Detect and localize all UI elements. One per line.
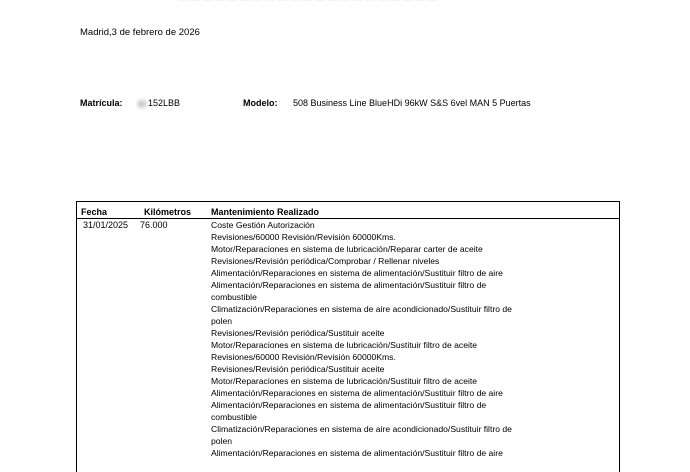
plate-label-text: Matrícula: [80, 98, 123, 108]
maintenance-item: combustible [211, 292, 257, 302]
maintenance-items [211, 219, 551, 459]
maintenance-item: Coste Gestión Autorización [211, 220, 315, 230]
column-header-maintenance: Mantenimiento Realizado [211, 207, 320, 217]
maintenance-item: Motor/Reparaciones en sistema de lubricación/Sustituir filtro de aceite [211, 340, 478, 350]
maintenance-item: Revisiones/60000 Revisión/Revisión 60000Kms. [211, 232, 396, 242]
redacted-blur [137, 100, 147, 108]
maintenance-item: Alimentación/Reparaciones en sistema de alimentación/Sustituir filtro de [211, 400, 487, 410]
column-header-km: Kilómetros [144, 207, 192, 217]
maintenance-item: polen [211, 316, 233, 326]
maintenance-item: Alimentación/Reparaciones en sistema de alimentación/Sustituir filtro de aire [211, 448, 503, 458]
row-km: 76.000 [140, 220, 168, 230]
row-date: 31/01/2025 [83, 220, 129, 230]
maintenance-item: Climatización/Reparaciones en sistema de aire acondicionado/Sustituir filtro de [211, 304, 512, 314]
place-and-date: Madrid,3 de febrero de 2026 [80, 27, 200, 38]
column-header-date: Fecha [81, 207, 108, 217]
maintenance-item: Revisiones/60000 Revisión/Revisión 60000Kms. [211, 352, 396, 362]
maintenance-item: Climatización/Reparaciones en sistema de aire acondicionado/Sustituir filtro de [211, 424, 512, 434]
model-value: 508 Business Line BlueHDi 96kW S&S 6vel MAN 5 Puertas [293, 98, 531, 108]
maintenance-item: combustible [211, 412, 257, 422]
maintenance-item: Alimentación/Reparaciones en sistema de alimentación/Sustituir filtro de [211, 280, 487, 290]
maintenance-item: Revisiones/Revisión periódica/Sustituir aceite [211, 364, 385, 374]
maintenance-item: Alimentación/Reparaciones en sistema de alimentación/Sustituir filtro de aire [211, 388, 503, 398]
table-header [77, 202, 619, 219]
cropped-header-text [178, 0, 504, 2]
maintenance-item: Revisiones/Revisión periódica/Sustituir aceite [211, 328, 385, 338]
plate-label [80, 98, 123, 108]
maintenance-table [76, 201, 620, 472]
plate-value [137, 98, 180, 108]
model-label [243, 98, 278, 108]
plate-value-text: 152LBB [148, 98, 181, 108]
maintenance-item: Alimentación/Reparaciones en sistema de alimentación/Sustituir filtro de aire [211, 268, 503, 278]
maintenance-item: Motor/Reparaciones en sistema de lubricación/Reparar carter de aceite [211, 244, 483, 254]
maintenance-item: Revisiones/Revisión periódica/Comprobar / Rellenar niveles [211, 256, 440, 266]
maintenance-item: polen [211, 436, 233, 446]
model-label-text: Modelo: [243, 98, 278, 108]
maintenance-item: Motor/Reparaciones en sistema de lubricación/Sustituir filtro de aceite [211, 376, 478, 386]
